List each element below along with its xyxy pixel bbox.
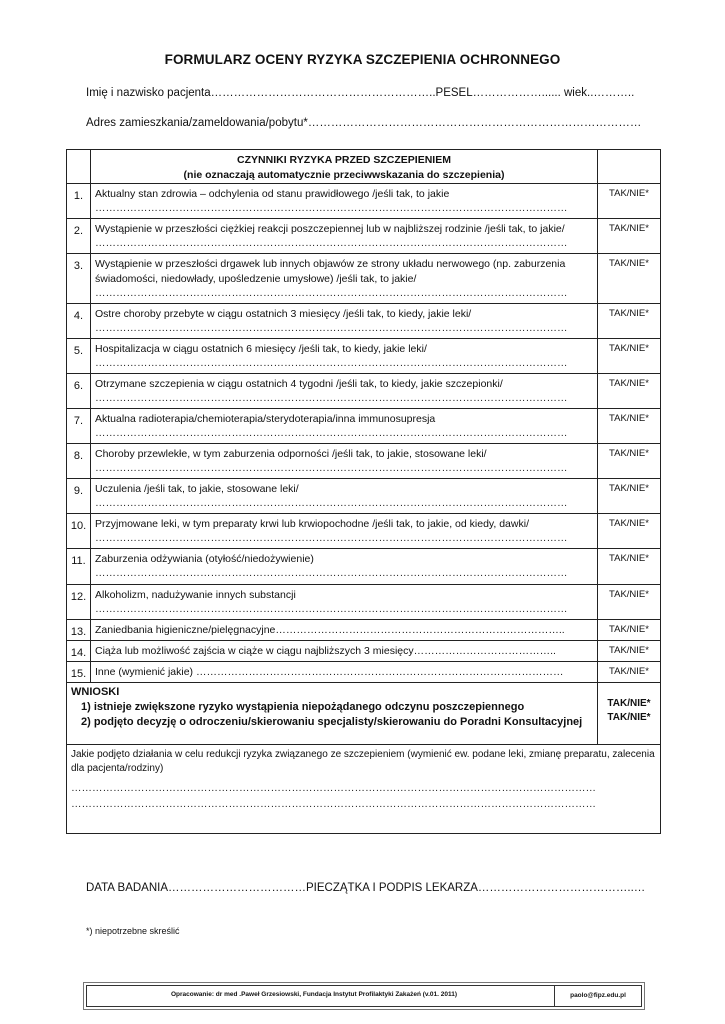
row-question-cell (91, 219, 598, 254)
address-field[interactable]: Adres zamieszkania/zameldowania/pobytu*…………………………………………………………………………… (86, 117, 642, 129)
row-question: Choroby przewlekłe, w tym zaburzenia odporności /jeśli tak, to jakie, stosowane leki/ (95, 448, 487, 460)
row-yes-no[interactable]: TAK/NIE* (598, 444, 661, 479)
row-yes-no[interactable]: TAK/NIE* (598, 254, 661, 304)
actions-answer-line-1[interactable]: …………………………………………………………………………………………………………………………………… (71, 782, 596, 794)
table-row (67, 549, 661, 585)
row-question-cell (91, 641, 598, 662)
row-yes-no[interactable]: TAK/NIE* (598, 641, 661, 662)
conclusions-answer-cell (598, 683, 661, 745)
row-question: Zaniedbania higieniczne/pielęgnacyjne……………………………………………………………………….. (95, 624, 565, 636)
row-answer-line[interactable]: ……………………………………………………………………………………………………………………… (95, 287, 568, 299)
row-yes-no[interactable]: TAK/NIE* (598, 514, 661, 549)
credits-author: Opracowanie: dr med .Paweł Grzesiowski, Fundacja Instytut Profilaktyki Zakażeń (v.01. 2011) (171, 991, 457, 998)
row-answer-line[interactable]: ……………………………………………………………………………………………………………………… (95, 427, 568, 439)
row-question-cell (91, 254, 598, 304)
table-row (67, 662, 661, 683)
risk-factors-table (66, 149, 661, 834)
row-number: 4. (67, 304, 91, 339)
row-yes-no[interactable]: TAK/NIE* (598, 374, 661, 409)
row-number: 12. (67, 585, 91, 620)
row-yes-no[interactable]: TAK/NIE* (598, 479, 661, 514)
row-question-cell (91, 409, 598, 444)
row-answer-line[interactable]: ……………………………………………………………………………………………………………………… (95, 567, 568, 579)
credits-box (86, 985, 642, 1007)
row-yes-no[interactable]: TAK/NIE* (598, 219, 661, 254)
row-yes-no[interactable]: TAK/NIE* (598, 585, 661, 620)
row-number: 14. (67, 641, 91, 662)
table-row (67, 479, 661, 514)
header-title: CZYNNIKI RYZYKA PRZED SZCZEPIENIEM (237, 154, 451, 166)
table-row (67, 620, 661, 641)
row-question: Hospitalizacja w ciągu ostatnich 6 miesięcy /jeśli tak, to kiedy, jakie leki/ (95, 343, 427, 355)
table-row (67, 254, 661, 304)
table-row (67, 374, 661, 409)
row-question: Inne (wymienić jakie) …………………………………………………………………………………………… (95, 666, 564, 678)
row-question: Wystąpienie w przeszłości ciężkiej reakcji poszczepiennej lub w najbliższej rodzinie /jeśli tak, to jakie/ (95, 223, 565, 235)
header-subtitle: (nie oznaczają automatycznie przeciwwskazania do szczepienia) (183, 169, 505, 181)
row-question: Zaburzenia odżywiania (otyłość/niedożywienie) (95, 553, 314, 565)
conclusion-answer-2[interactable]: TAK/NIE* (607, 712, 651, 723)
header-num-cell (67, 150, 91, 184)
row-answer-line[interactable]: ……………………………………………………………………………………………………………………… (95, 392, 568, 404)
row-answer-line[interactable]: ……………………………………………………………………………………………………………………… (95, 532, 568, 544)
credits-email: paolo@fipz.edu.pl (554, 986, 641, 1006)
row-answer-line[interactable]: ……………………………………………………………………………………………………………………… (95, 322, 568, 334)
actions-question: Jakie podjęto działania w celu redukcji ryzyka związanego ze szczepieniem (wymienić ew. podane leki, zmianę preparatu, zalecenia dla pacjenta/rodziny) (71, 749, 655, 774)
row-yes-no[interactable]: TAK/NIE* (598, 549, 661, 585)
row-yes-no[interactable]: TAK/NIE* (598, 409, 661, 444)
form-title: FORMULARZ OCENY RYZYKA SZCZEPIENIA OCHRONNEGO (164, 52, 561, 67)
row-number: 9. (67, 479, 91, 514)
row-number: 7. (67, 409, 91, 444)
footnote: *) niepotrzebne skreślić (86, 926, 180, 936)
table-row (67, 444, 661, 479)
row-question: Aktualna radioterapia/chemioterapia/sterydoterapia/inna immunosupresja (95, 413, 436, 425)
row-question: Otrzymane szczepienia w ciągu ostatnich 4 tygodni /jeśli tak, to kiedy, jakie szczepionki/ (95, 378, 503, 390)
signature-line[interactable]: DATA BADANIA………………………………PIECZĄTKA I PODPIS LEKARZA…………………………………..… (86, 882, 646, 894)
row-answer-line[interactable]: ……………………………………………………………………………………………………………………… (95, 237, 568, 249)
row-answer-line[interactable]: ……………………………………………………………………………………………………………………… (95, 497, 568, 509)
row-yes-no[interactable]: TAK/NIE* (598, 339, 661, 374)
age-field[interactable]: wiek..……….. (564, 87, 635, 99)
row-question: Ciąża lub możliwość zajścia w ciąże w ciągu najbliższych 3 miesięcy………………………………….. (95, 645, 556, 657)
row-answer-line[interactable]: ……………………………………………………………………………………………………………………… (95, 603, 568, 615)
pesel-field[interactable]: PESEL………………...... (435, 87, 561, 99)
row-number: 10. (67, 514, 91, 549)
row-question-cell (91, 184, 598, 219)
header-answer-cell (598, 150, 661, 184)
conclusion-answer-1[interactable]: TAK/NIE* (607, 698, 651, 709)
row-number: 13. (67, 620, 91, 641)
table-row (67, 585, 661, 620)
table-row (67, 339, 661, 374)
patient-name-field[interactable]: Imię i nazwisko pacjenta………………………………………………….. (86, 87, 436, 99)
row-question-cell (91, 549, 598, 585)
row-question: Aktualny stan zdrowia – odchylenia od stanu prawidłowego /jeśli tak, to jakie (95, 188, 450, 200)
row-question-cell (91, 585, 598, 620)
row-question-cell (91, 374, 598, 409)
row-number: 2. (67, 219, 91, 254)
row-number: 8. (67, 444, 91, 479)
actions-row (67, 745, 661, 834)
row-yes-no[interactable]: TAK/NIE* (598, 304, 661, 339)
row-answer-line[interactable]: ……………………………………………………………………………………………………………………… (95, 202, 568, 214)
conclusions-label: WNIOSKI (71, 686, 120, 698)
row-answer-line[interactable]: ……………………………………………………………………………………………………………………… (95, 462, 568, 474)
row-question: Przyjmowane leki, w tym preparaty krwi lub krwiopochodne /jeśli tak, to jakie, od kiedy, dawki/ (95, 518, 529, 530)
row-number: 1. (67, 184, 91, 219)
row-question: Alkoholizm, nadużywanie innych substancji (95, 589, 296, 601)
row-yes-no[interactable]: TAK/NIE* (598, 620, 661, 641)
table-row (67, 184, 661, 219)
row-question-cell (91, 339, 598, 374)
actions-cell (67, 745, 661, 834)
row-number: 15. (67, 662, 91, 683)
row-yes-no[interactable]: TAK/NIE* (598, 662, 661, 683)
row-number: 5. (67, 339, 91, 374)
row-question-cell (91, 479, 598, 514)
row-question-cell (91, 662, 598, 683)
row-question: Ostre choroby przebyte w ciągu ostatnich 3 miesięcy /jeśli tak, to kiedy, jakie leki/ (95, 308, 472, 320)
row-number: 3. (67, 254, 91, 304)
table-row (67, 641, 661, 662)
patient-line (86, 87, 634, 99)
table-row (67, 514, 661, 549)
row-question-cell (91, 304, 598, 339)
row-question-cell (91, 620, 598, 641)
row-answer-line[interactable]: ……………………………………………………………………………………………………………………… (95, 357, 568, 369)
row-question-cell (91, 444, 598, 479)
row-yes-no[interactable]: TAK/NIE* (598, 184, 661, 219)
row-number: 11. (67, 549, 91, 585)
conclusions-cell (67, 683, 598, 745)
row-question: Wystąpienie w przeszłości drgawek lub innych objawów ze strony układu nerwowego (np. zaburzenia świadomości, niedowłady, upośledzenie umysłowe) /jeśli tak, to jakie/ (95, 258, 566, 285)
row-question: Uczulenia /jeśli tak, to jakie, stosowane leki/ (95, 483, 299, 495)
conclusions-row (67, 683, 661, 745)
row-question-cell (91, 514, 598, 549)
table-row (67, 409, 661, 444)
header-title-cell (91, 150, 598, 184)
table-header-row (67, 150, 661, 184)
table-row (67, 304, 661, 339)
row-number: 6. (67, 374, 91, 409)
conclusion-item-2: 2) podjęto decyzję o odroczeniu/skierowaniu specjalisty/skierowaniu do Poradni Konsultacyjnej (81, 716, 583, 728)
conclusion-item-1: 1) istnieje zwiększone ryzyko wystąpienia niepożądanego odczynu poszczepiennego (81, 701, 525, 713)
actions-answer-line-2[interactable]: …………………………………………………………………………………………………………………………………… (71, 798, 596, 810)
table-row (67, 219, 661, 254)
